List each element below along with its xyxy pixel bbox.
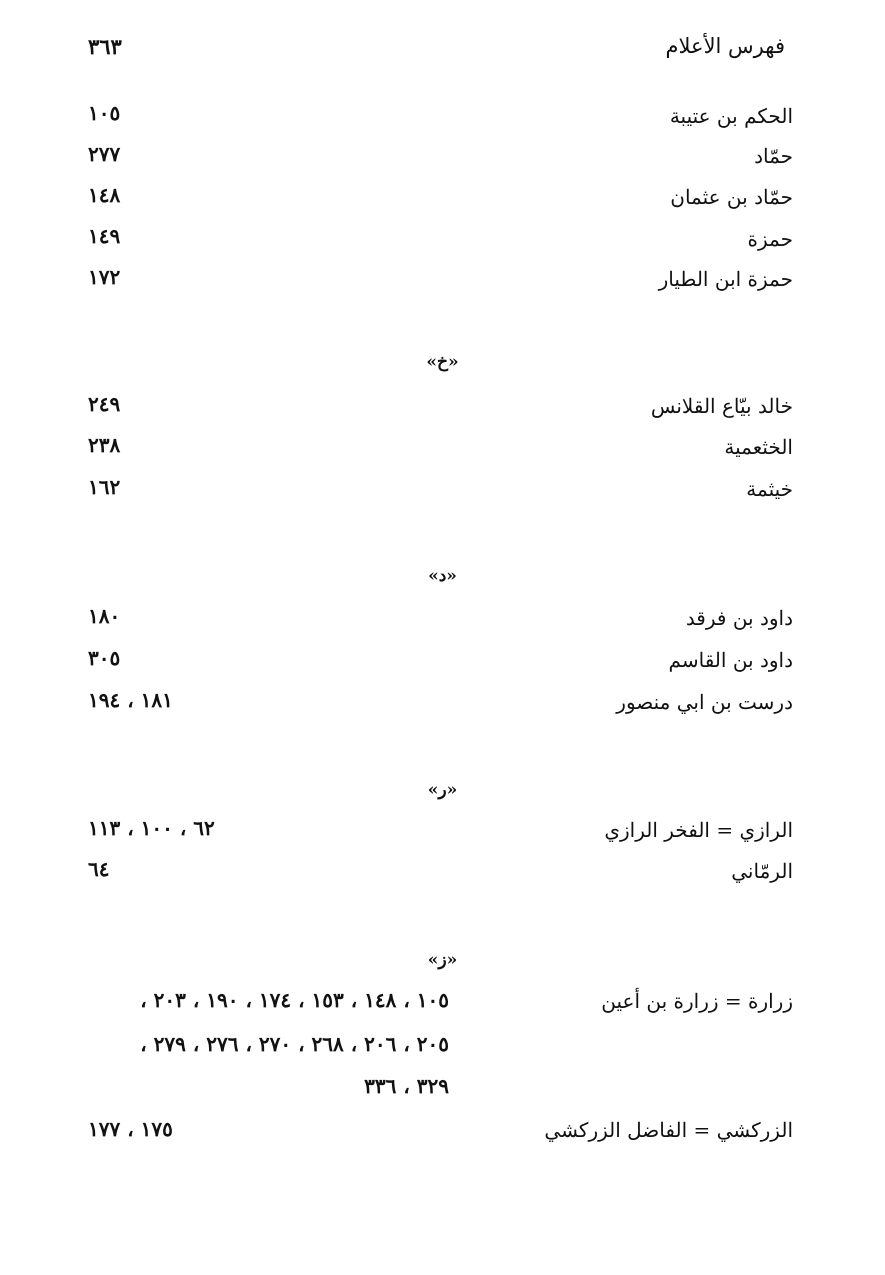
index-entry-pages: ١٤٨ [88, 183, 121, 207]
index-entry-name: زرارة = زرارة بن أعين [601, 989, 793, 1013]
index-entry-pages: ٢٧٧ [88, 142, 121, 166]
index-entry-pages: ٢٤٩ [88, 392, 121, 416]
index-entry-pages: ١٧٥ ، ١٧٧ [88, 1117, 173, 1141]
index-entry-pages: ١٨١ ، ١٩٤ [88, 688, 173, 712]
index-entry-name: حمّاد بن عثمان [670, 185, 793, 209]
index-entry-name: خالد بيّاع القلانس [650, 394, 793, 418]
index-entry-pages: ١٦٢ [88, 475, 121, 499]
index-entry-name: حمزة [747, 227, 793, 251]
index-entry-pages-line: ٢٠٥ ، ٢٠٦ ، ٢٦٨ ، ٢٧٠ ، ٢٧٦ ، ٢٧٩ ، [140, 1032, 449, 1056]
index-entry-name: الزركشي = الفاضل الزركشي [544, 1118, 793, 1142]
index-entry-name: درست بن ابي منصور [616, 690, 793, 714]
index-entry-pages: ٣٠٥ [88, 646, 121, 670]
index-entry-name: الرمّاني [731, 859, 793, 883]
index-entry-pages: ٦٤ [88, 857, 110, 881]
index-entry-pages: ٢٣٨ [88, 433, 121, 457]
index-entry-name: خيثمة [746, 477, 793, 501]
index-entry-name: الرازي = الفخر الرازي [604, 818, 793, 842]
index-entry-pages: ١٧٢ [88, 265, 121, 289]
index-entry-name: الخثعمية [724, 435, 793, 459]
index-entry-name: الحكم بن عتيبة [669, 104, 793, 128]
index-entry-name: داود بن فرقد [685, 606, 793, 630]
section-letter-heading: «ر» [427, 780, 458, 800]
index-entry-name: حمّاد [754, 144, 793, 168]
section-letter-heading: «خ» [426, 352, 459, 372]
section-letter-heading: «ز» [427, 950, 458, 970]
index-entry-pages: ١٤٩ [88, 224, 121, 248]
index-entry-name: داود بن القاسم [668, 648, 793, 672]
index-entry-pages: ٦٢ ، ١٠٠ ، ١١٣ [88, 816, 215, 840]
index-entry-pages-line: ١٠٥ ، ١٤٨ ، ١٥٣ ، ١٧٤ ، ١٩٠ ، ٢٠٣ ، [140, 988, 449, 1012]
index-entry-pages-line: ٣٢٩ ، ٣٣٦ [364, 1074, 449, 1098]
page-number: ٣٦٣ [88, 34, 122, 59]
section-letter-heading: «د» [428, 566, 457, 586]
running-header-title: فهرس الأعلام [665, 34, 785, 58]
index-entry-pages: ١٨٠ [88, 604, 121, 628]
index-entry-pages: ١٠٥ [88, 101, 121, 125]
index-entry-name: حمزة ابن الطيار [658, 267, 793, 291]
